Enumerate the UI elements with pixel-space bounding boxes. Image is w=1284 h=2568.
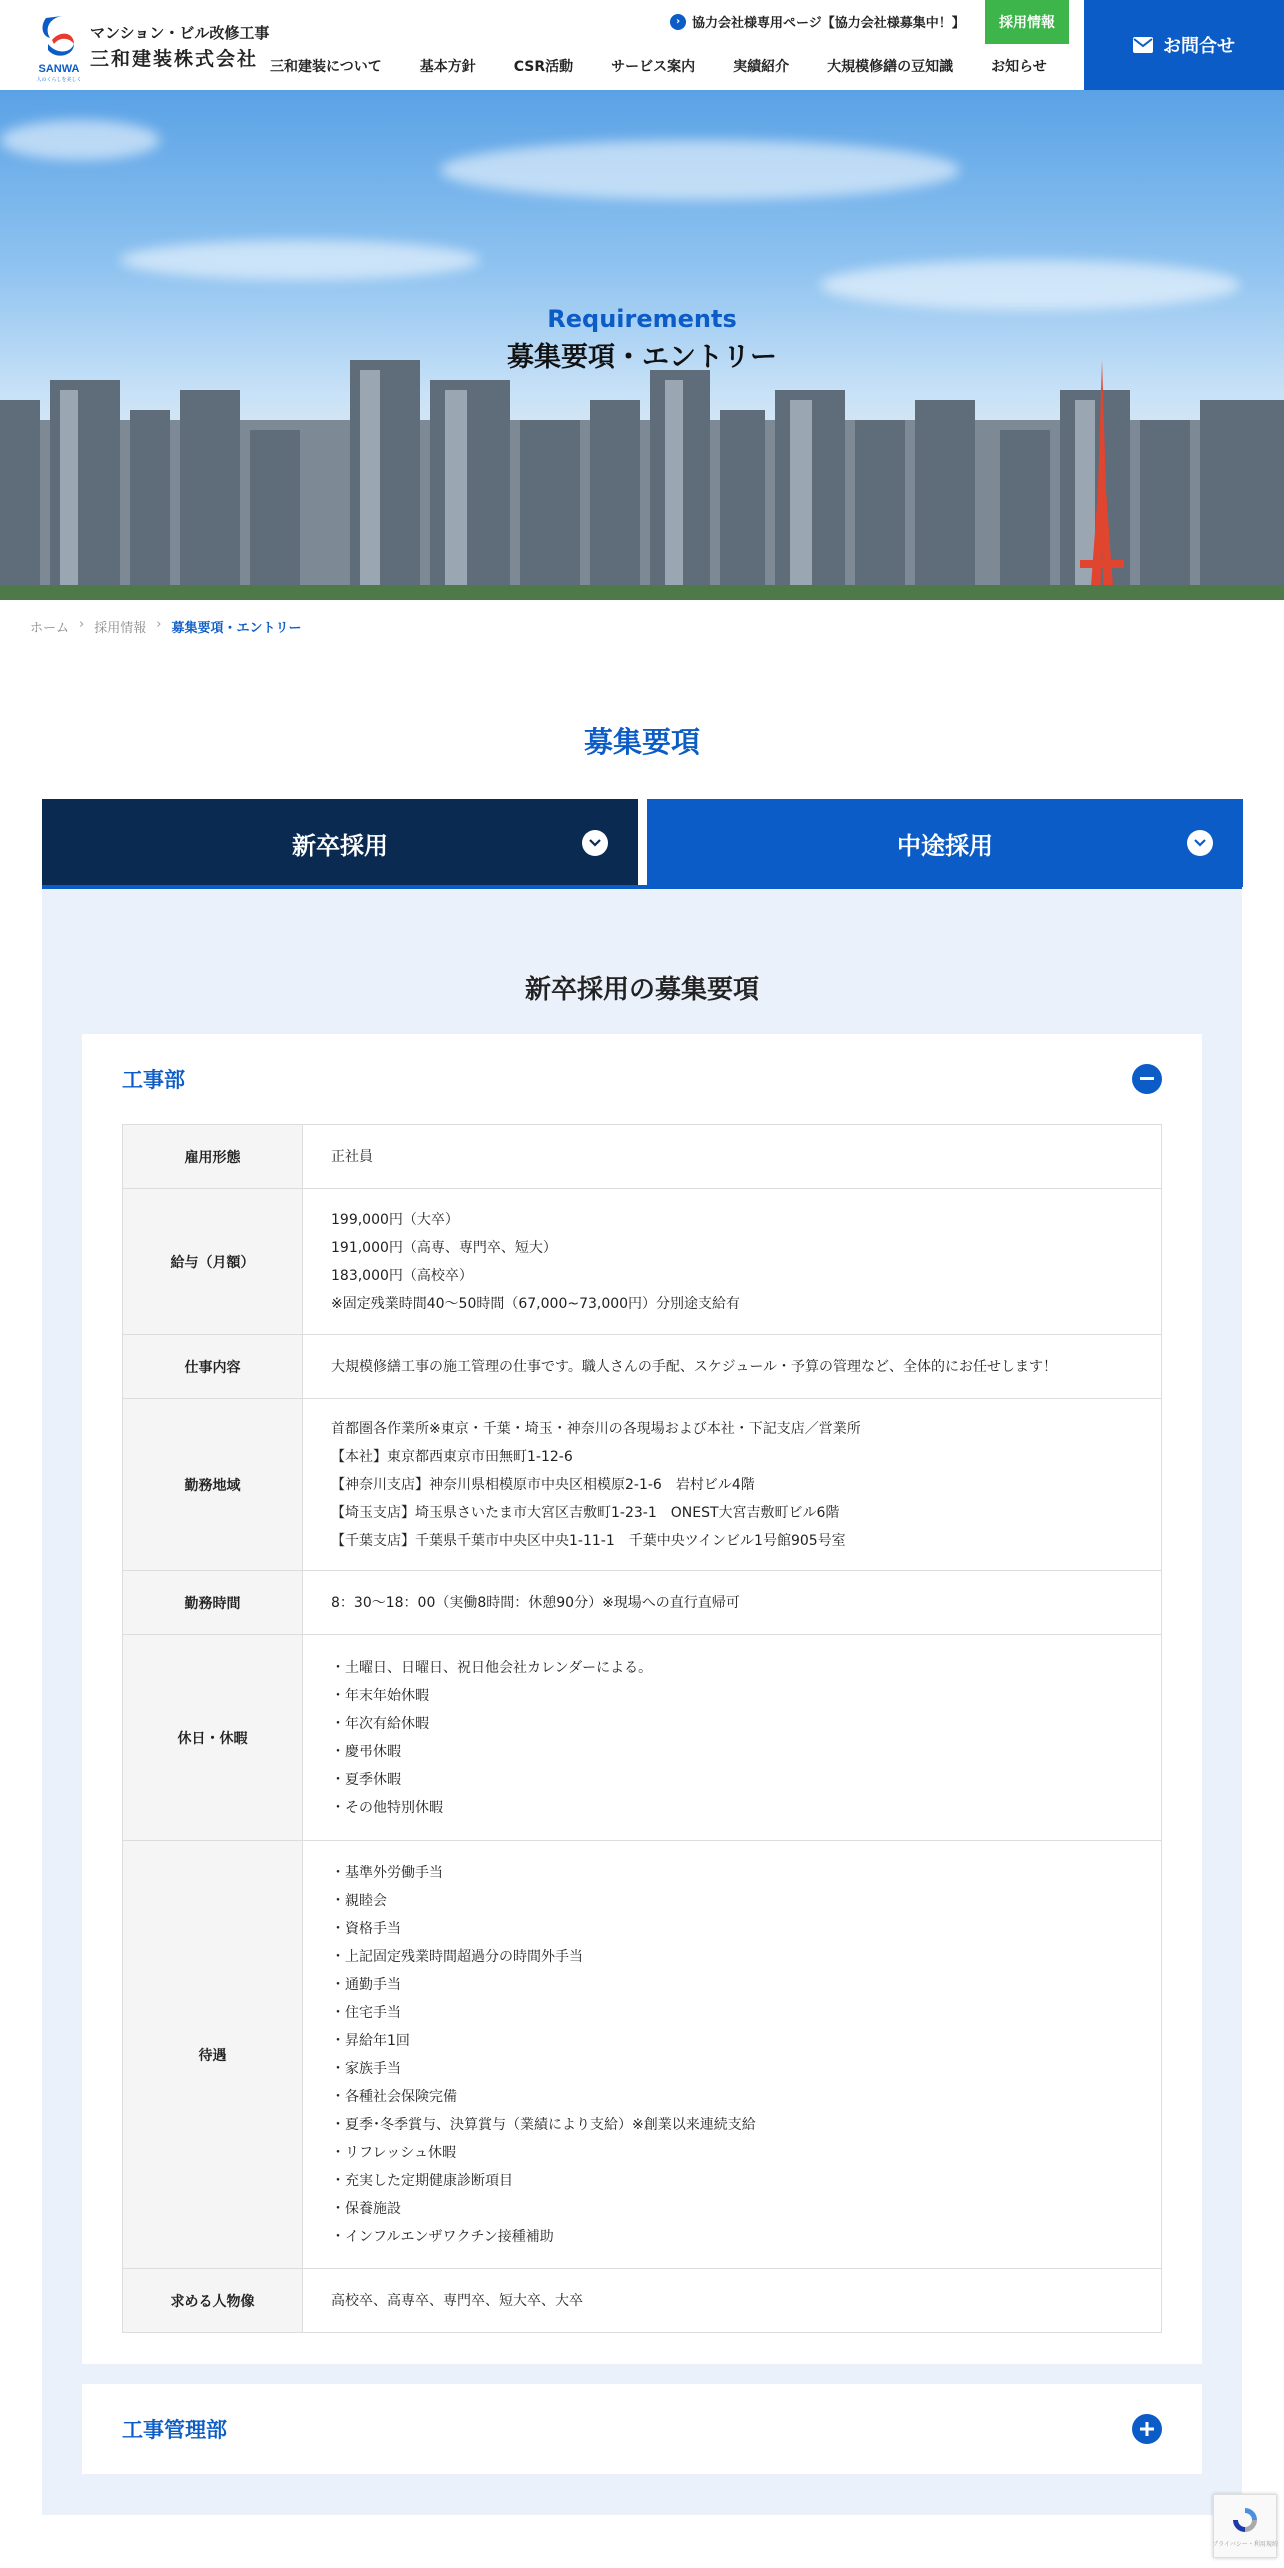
logo-tagline-text: 人のくらしを美しく bbox=[36, 77, 82, 82]
accordion-management-dept bbox=[82, 2384, 1202, 2474]
tab-new-graduate[interactable] bbox=[42, 799, 638, 887]
chevron-right-icon: › bbox=[670, 14, 686, 30]
row-label: 仕事内容 bbox=[123, 1335, 303, 1399]
row-label: 雇用形態 bbox=[123, 1125, 303, 1189]
sanwa-logo-mark bbox=[30, 10, 88, 82]
requirements-table bbox=[122, 1124, 1162, 2333]
chevron-right-icon: › bbox=[156, 617, 162, 632]
nav-item-works[interactable]: 実績紹介 bbox=[733, 59, 790, 75]
row-value-line: 首都圏各作業所※東京・千葉・埼玉・神奈川の各現場および本社・下記支店／営業所 bbox=[331, 1420, 861, 1437]
row-value bbox=[303, 1399, 1162, 1571]
partner-page-label: 協力会社様専用ページ【協力会社様募集中！】 bbox=[692, 16, 965, 31]
row-label: 休日・休暇 bbox=[123, 1635, 303, 1841]
accordion-header[interactable]: 工事管理部 bbox=[122, 2418, 227, 2442]
contact-button[interactable] bbox=[1084, 0, 1284, 90]
row-value-line: ・年末年始休暇 bbox=[331, 1687, 429, 1704]
row-value-line: 【本社】東京都西東京市田無町1-12-6 bbox=[331, 1448, 573, 1465]
row-value-line: ・通勤手当 bbox=[331, 1976, 401, 1993]
tab-label: 新卒採用 bbox=[292, 831, 388, 860]
row-value-line: ・上記固定残業時間超過分の時間外手当 bbox=[331, 1948, 583, 1965]
row-value bbox=[303, 1571, 1162, 1635]
row-value-line: ※固定残業時間40〜50時間（67,000~73,000円）分別途支給有 bbox=[331, 1295, 741, 1312]
chevron-down-icon bbox=[1187, 830, 1213, 856]
row-value-line: ・親睦会 bbox=[331, 1892, 387, 1909]
nav-item-about[interactable]: 三和建装について bbox=[270, 59, 382, 75]
row-label: 勤務時間 bbox=[123, 1571, 303, 1635]
recaptcha-icon bbox=[1230, 2505, 1260, 2535]
site-logo[interactable] bbox=[30, 10, 270, 82]
row-value-line: 【神奈川支店】神奈川県相模原市中央区相模原2-1-6 岩村ビル4階 bbox=[331, 1476, 755, 1493]
chevron-right-icon: › bbox=[79, 617, 85, 632]
section-title: 募集要項 bbox=[583, 725, 700, 759]
row-value-line: ・その他特別休暇 bbox=[331, 1799, 443, 1816]
row-value-line: ・充実した定期健康診断項目 bbox=[331, 2172, 513, 2189]
logo-subtitle: マンション・ビル改修工事 bbox=[90, 24, 270, 42]
plus-circle-icon[interactable] bbox=[1132, 2414, 1162, 2444]
breadcrumb-home[interactable]: ホーム bbox=[30, 621, 70, 636]
site-header bbox=[0, 0, 1284, 90]
accordion-construction-dept bbox=[82, 1034, 1202, 2364]
cloud-shape bbox=[0, 120, 160, 160]
partner-page-link[interactable] bbox=[670, 12, 965, 31]
nav-item-news[interactable]: お知らせ bbox=[991, 59, 1047, 75]
row-value-line: 【埼玉支店】埼玉県さいたま市大宮区吉敷町1-23-1 ONEST大宮吉敷町ビル6階 bbox=[331, 1504, 840, 1521]
tab-label: 中途採用 bbox=[897, 831, 993, 860]
row-value-line: 【千葉支店】千葉県千葉市中央区中央1-11-1 千葉中央ツインビル1号館905号室 bbox=[331, 1532, 846, 1549]
table-row bbox=[123, 1125, 1162, 1189]
nav-item-services[interactable]: サービス案内 bbox=[611, 59, 696, 75]
hero-banner bbox=[0, 90, 1284, 600]
table-row bbox=[123, 1635, 1162, 1841]
row-value-line: ・慶弔休暇 bbox=[331, 1743, 401, 1760]
breadcrumb bbox=[30, 617, 301, 636]
minus-circle-icon[interactable] bbox=[1132, 1064, 1162, 1094]
row-value-line: 191,000円（高専、専門卒、短大） bbox=[331, 1239, 557, 1256]
table-row bbox=[123, 1841, 1162, 2269]
row-value-line: ・保養施設 bbox=[331, 2200, 401, 2217]
table-row bbox=[123, 1571, 1162, 1635]
panel-title: 新卒採用の募集要項 bbox=[524, 975, 759, 1005]
row-value-line: 大規模修繕工事の施工管理の仕事です。職人さんの手配、スケジュール・予算の管理など、全体的にお任せします！ bbox=[331, 1358, 1058, 1375]
row-value-line: ・インフルエンザワクチン接種補助 bbox=[331, 2228, 554, 2245]
nav-item-knowledge[interactable]: 大規模修繕の豆知識 bbox=[827, 59, 954, 75]
row-value-line: ・リフレッシュ休暇 bbox=[331, 2144, 457, 2161]
requirements-panel bbox=[42, 889, 1242, 2515]
cloud-shape bbox=[820, 260, 1240, 310]
tab-mid-career[interactable] bbox=[647, 799, 1243, 887]
row-value bbox=[303, 1841, 1162, 2269]
row-value-line: ・土曜日、日曜日、祝日他会社カレンダーによる。 bbox=[331, 1659, 653, 1676]
hero-title-ja: 募集要項・エントリー bbox=[507, 342, 777, 373]
row-value bbox=[303, 1125, 1162, 1189]
row-label: 勤務地域 bbox=[123, 1399, 303, 1571]
row-value-line: 199,000円（大卒） bbox=[331, 1211, 459, 1228]
row-label: 待遇 bbox=[123, 1841, 303, 2269]
main-nav bbox=[270, 52, 1066, 80]
row-value-line: 8：30〜18：00（実働8時間：休憩90分）※現場への直行直帰可 bbox=[331, 1594, 740, 1611]
row-value-line: ・夏季･冬季賞与、決算賞与（業績により支給）※創業以来連続支給 bbox=[331, 2116, 756, 2133]
cloud-shape bbox=[440, 140, 960, 200]
row-value bbox=[303, 1635, 1162, 1841]
logo-brand-text: SANWA bbox=[38, 63, 80, 75]
mail-icon bbox=[1133, 37, 1153, 53]
city-skyline-image bbox=[0, 360, 1284, 600]
row-value-line: 高校卒、高専卒、専門卒、短大卒、大卒 bbox=[331, 2292, 583, 2309]
row-value-line: ・各種社会保険完備 bbox=[331, 2088, 457, 2105]
row-value-line: 183,000円（高校卒） bbox=[331, 1267, 473, 1284]
breadcrumb-current: 募集要項・エントリー bbox=[171, 621, 302, 636]
logo-company-name: 三和建装株式会社 bbox=[90, 48, 259, 70]
accordion-header[interactable]: 工事部 bbox=[122, 1068, 185, 1092]
hero-title-en: Requirements bbox=[547, 305, 737, 333]
row-value bbox=[303, 1189, 1162, 1335]
row-value bbox=[303, 2269, 1162, 2333]
cloud-shape bbox=[120, 240, 480, 280]
table-row bbox=[123, 1399, 1162, 1571]
row-value-line: ・家族手当 bbox=[331, 2060, 401, 2077]
chevron-down-icon bbox=[582, 830, 608, 856]
row-value-line: ・基準外労働手当 bbox=[331, 1864, 443, 1881]
nav-item-policy[interactable]: 基本方針 bbox=[419, 59, 476, 75]
row-value-line: ・年次有給休暇 bbox=[331, 1715, 429, 1732]
table-row bbox=[123, 2269, 1162, 2333]
nav-item-csr[interactable]: CSR活動 bbox=[513, 59, 574, 75]
row-value-line: ・昇給年1回 bbox=[331, 2032, 410, 2049]
row-label: 求める人物像 bbox=[123, 2269, 303, 2333]
recaptcha-badge[interactable]: プライバシー・利用規約 bbox=[1213, 2494, 1277, 2558]
row-value-line: ・住宅手当 bbox=[331, 2004, 401, 2021]
contact-label: お問合せ bbox=[1163, 36, 1235, 57]
table-row bbox=[123, 1189, 1162, 1335]
table-row bbox=[123, 1335, 1162, 1399]
row-value-line: 正社員 bbox=[331, 1148, 373, 1165]
row-label: 給与（月額） bbox=[123, 1189, 303, 1335]
row-value bbox=[303, 1335, 1162, 1399]
row-value-line: ・資格手当 bbox=[331, 1920, 401, 1937]
breadcrumb-recruit[interactable]: 採用情報 bbox=[94, 621, 147, 636]
recruit-button[interactable]: 採用情報 bbox=[985, 0, 1069, 44]
row-value-line: ・夏季休暇 bbox=[331, 1771, 401, 1788]
